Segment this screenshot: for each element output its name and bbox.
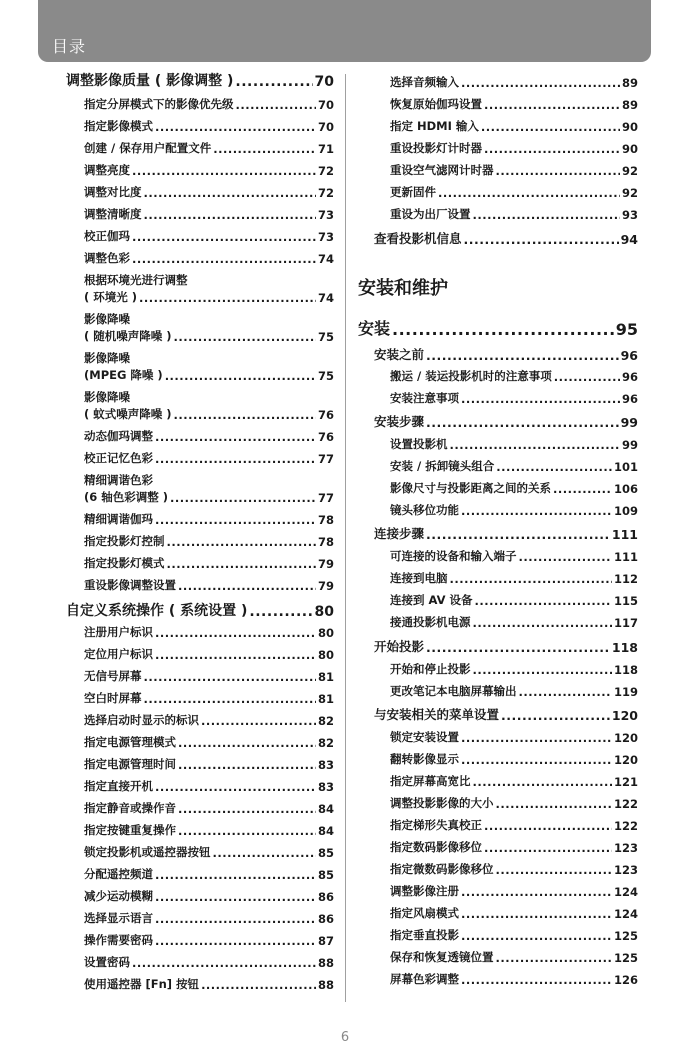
section-title: 安装和维护 — [358, 278, 448, 299]
toc-entry[interactable]: 选择启动时显示的标识 ..... 82 — [84, 712, 334, 728]
toc-entry[interactable]: 调整色彩 ..... 74 — [84, 250, 334, 266]
toc-entry[interactable]: 保存和恢复透镜位置 ..... 125 — [390, 949, 638, 965]
toc-entry[interactable]: 调整投影影像的大小 ..... 122 — [390, 795, 638, 811]
toc-entry[interactable]: 安装 / 拆卸镜头组合 ..... 101 — [390, 458, 638, 474]
toc-entry[interactable]: 指定电源管理模式 ..... 82 — [84, 734, 334, 750]
toc-entry[interactable]: 动态伽玛调整 ..... 76 — [84, 428, 334, 444]
toc-entry[interactable]: 减少运动模糊 ..... 86 — [84, 888, 334, 904]
toc-entry[interactable]: 更新固件 ..... 92 — [390, 184, 638, 200]
toc-entry[interactable]: 设置密码 ..... 88 — [84, 954, 334, 970]
toc-entry[interactable]: 指定屏幕高宽比 ..... 121 — [390, 773, 638, 789]
toc-entry[interactable]: (6 轴色彩调整 ) ..... 77 — [84, 489, 334, 505]
toc-entry[interactable]: 空白时屏幕 ..... 81 — [84, 690, 334, 706]
header-title: 目录 — [52, 37, 87, 56]
toc-entry[interactable]: 恢复原始伽玛设置 ..... 89 — [390, 96, 638, 112]
toc-entry[interactable]: 搬运 / 装运投影机时的注意事项 ..... 96 — [390, 368, 638, 384]
toc-entry[interactable]: 指定按键重复操作 ..... 84 — [84, 822, 334, 838]
toc-entry[interactable]: 选择音频输入 ..... 89 — [390, 74, 638, 90]
toc-entry[interactable]: 镜头移位功能 ..... 109 — [390, 502, 638, 518]
toc-entry[interactable]: 设置投影机 ..... 99 — [390, 436, 638, 452]
header-bar — [38, 0, 651, 62]
toc-entry[interactable]: 接通投影机电源 ..... 117 — [390, 614, 638, 630]
toc-entry[interactable]: 调整清晰度 ..... 73 — [84, 206, 334, 222]
toc-entry[interactable]: 开始投影 ..... 118 — [374, 637, 638, 655]
toc-entry[interactable]: 锁定安装设置 ..... 120 — [390, 729, 638, 745]
toc-entry[interactable]: 调整对比度 ..... 72 — [84, 184, 334, 200]
toc-entry[interactable]: 连接到电脑 ..... 112 — [390, 570, 638, 586]
toc-entry[interactable]: 查看投影机信息 ..... 94 — [374, 229, 638, 247]
toc-entry-line1[interactable]: 根据环境光进行调整 — [84, 273, 188, 287]
toc-entry[interactable]: 操作需要密码 ..... 87 — [84, 932, 334, 948]
toc-entry[interactable]: 无信号屏幕 ..... 81 — [84, 668, 334, 684]
toc-entry[interactable]: 安装 ..... 95 — [358, 316, 638, 339]
toc-entry[interactable]: 指定数码影像移位 ..... 123 — [390, 839, 638, 855]
toc-entry[interactable]: 创建 / 保存用户配置文件 ..... 71 — [84, 140, 334, 156]
toc-entry[interactable]: ( 环境光 ) ..... 74 — [84, 289, 334, 305]
toc-entry[interactable]: 安装步骤 ..... 99 — [374, 412, 638, 430]
toc-entry[interactable]: 安装之前 ..... 96 — [374, 345, 638, 363]
toc-entry[interactable]: 校正记忆色彩 ..... 77 — [84, 450, 334, 466]
toc-entry[interactable]: 重设空气滤网计时器 ..... 92 — [390, 162, 638, 178]
toc-entry[interactable]: 锁定投影机或遥控器按钮 ..... 85 — [84, 844, 334, 860]
toc-entry[interactable]: 精细调谐伽玛 ..... 78 — [84, 511, 334, 527]
toc-entry[interactable]: 调整亮度 ..... 72 — [84, 162, 334, 178]
toc-entry[interactable]: 指定垂直投影 ..... 125 — [390, 927, 638, 943]
toc-entry[interactable]: 连接步骤 ..... 111 — [374, 524, 638, 542]
toc-entry[interactable]: 指定投影灯控制 ..... 78 — [84, 533, 334, 549]
toc-entry[interactable]: 指定电源管理时间 ..... 83 — [84, 756, 334, 772]
toc-entry[interactable]: 指定静音或操作音 ..... 84 — [84, 800, 334, 816]
toc-entry[interactable]: 使用遥控器 [Fn] 按钮 ..... 88 — [84, 976, 334, 992]
toc-entry-line1[interactable]: 精细调谐色彩 — [84, 473, 153, 487]
toc-entry[interactable]: 重设为出厂设置 ..... 93 — [390, 206, 638, 222]
toc-entry[interactable]: 指定风扇模式 ..... 124 — [390, 905, 638, 921]
toc-entry[interactable]: 连接到 AV 设备 ..... 115 — [390, 592, 638, 608]
toc-entry[interactable]: 自定义系统操作 ( 系统设置 ) ..... 80 — [66, 600, 334, 620]
toc-entry[interactable]: 选择显示语言 ..... 86 — [84, 910, 334, 926]
toc-entry[interactable]: 屏幕色彩调整 ..... 126 — [390, 971, 638, 987]
toc-entry-line1[interactable]: 影像降噪 — [84, 312, 130, 326]
toc-entry[interactable]: 指定直接开机 ..... 83 — [84, 778, 334, 794]
column-divider — [345, 74, 346, 1002]
toc-entry[interactable]: 影像尺寸与投影距离之间的关系 ..... 106 — [390, 480, 638, 496]
toc-entry[interactable]: ( 蚊式噪声降噪 ) ..... 76 — [84, 406, 334, 422]
toc-entry[interactable]: 开始和停止投影 ..... 118 — [390, 661, 638, 677]
toc-entry[interactable]: 指定投影灯模式 ..... 79 — [84, 555, 334, 571]
toc-entry[interactable]: 可连接的设备和输入端子 ..... 111 — [390, 548, 638, 564]
toc-entry[interactable]: 更改笔记本电脑屏幕输出 ..... 119 — [390, 683, 638, 699]
toc-entry[interactable]: 指定微数码影像移位 ..... 123 — [390, 861, 638, 877]
toc-entry[interactable]: 分配遥控频道 ..... 85 — [84, 866, 334, 882]
toc-entry[interactable]: 调整影像质量 ( 影像调整 ) ..... 70 — [66, 70, 334, 90]
toc-entry[interactable]: 调整影像注册 ..... 124 — [390, 883, 638, 899]
toc-entry-line1[interactable]: 影像降噪 — [84, 390, 130, 404]
toc-entry[interactable]: 校正伽玛 ..... 73 — [84, 228, 334, 244]
toc-entry[interactable]: 指定影像模式 ..... 70 — [84, 118, 334, 134]
toc-entry[interactable]: 指定 HDMI 输入 ..... 90 — [390, 118, 638, 134]
toc-entry[interactable]: 安装注意事项 ..... 96 — [390, 390, 638, 406]
toc-entry[interactable]: 指定分屏模式下的影像优先级 ..... 70 — [84, 96, 334, 112]
page-number: 6 — [340, 1030, 350, 1045]
toc-entry[interactable]: 与安装相关的菜单设置 ..... 120 — [374, 705, 638, 723]
toc-entry-line1[interactable]: 影像降噪 — [84, 351, 130, 365]
toc-entry[interactable]: 重设投影灯计时器 ..... 90 — [390, 140, 638, 156]
toc-entry[interactable]: (MPEG 降噪 ) ..... 75 — [84, 367, 334, 383]
toc-entry[interactable]: ( 随机噪声降噪 ) ..... 75 — [84, 328, 334, 344]
toc-entry[interactable]: 定位用户标识 ..... 80 — [84, 646, 334, 662]
toc-entry[interactable]: 重设影像调整设置 ..... 79 — [84, 577, 334, 593]
toc-entry[interactable]: 指定梯形失真校正 ..... 122 — [390, 817, 638, 833]
toc-entry[interactable]: 翻转影像显示 ..... 120 — [390, 751, 638, 767]
toc-entry[interactable]: 注册用户标识 ..... 80 — [84, 624, 334, 640]
